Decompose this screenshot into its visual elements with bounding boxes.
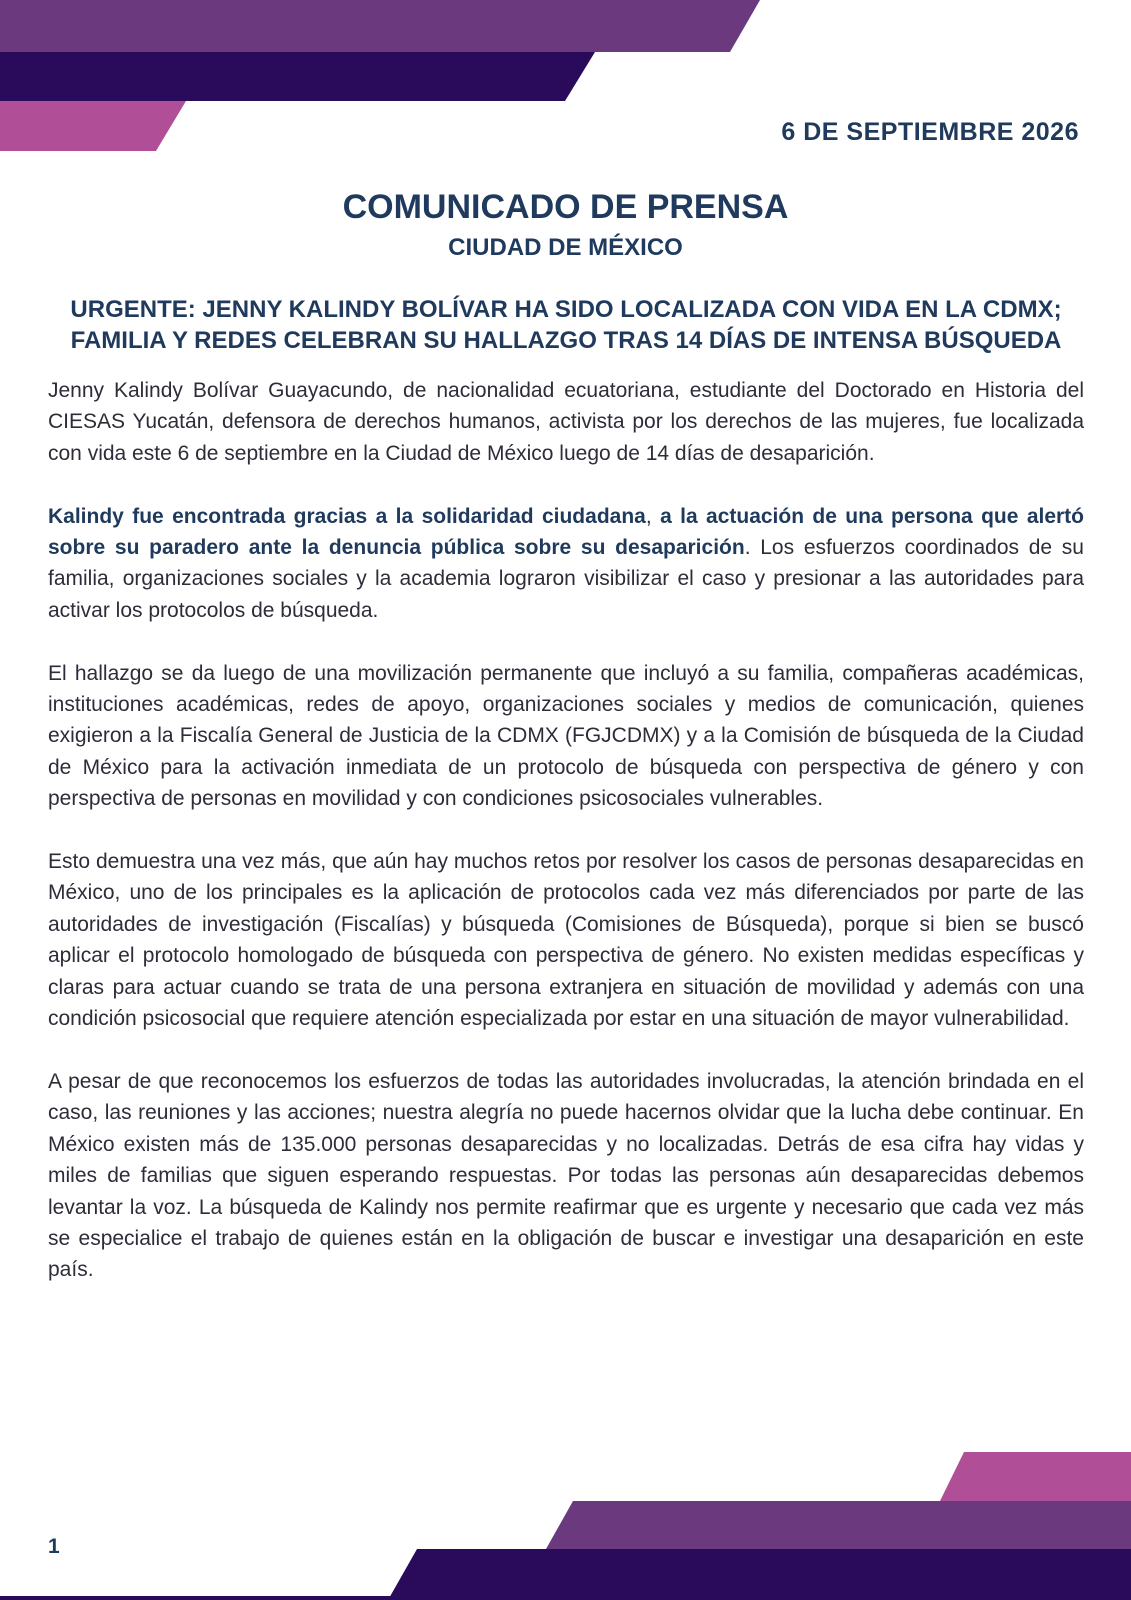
paragraph-5: A pesar de que reconocemos los esfuerzos de todas las autoridades involucradas, la atención brindada en el caso, las reuniones y las acciones; nuestra alegría no puede hacernos olvidar que la lucha debe continuar. En México existen más de 135.000 personas desaparecidas y no localizadas. Detrás de esa cifra hay vidas y miles de familias que siguen esperando respuestas. Por todas las personas aún desaparecidas debemos levantar la voz. La búsqueda de Kalindy nos permite reafirmar que es urgente y necesario que cada vez más se especialice el trabajo de quienes están en la obligación de buscar e investigar una desaparición en este país.: [48, 1069, 1084, 1282]
paragraph-4: Esto demuestra una vez más, que aún hay muchos retos por resolver los casos de personas desaparecidas en México, uno de los principales es la aplicación de protocolos cada vez más diferenciados por parte de las autoridades de investigación (Fiscalías) y búsqueda (Comisiones de Búsqueda), porque si bien se buscó aplicar el protocolo homologado de búsqueda con perspectiva de género. No existen medidas específicas y claras para actuar cuando se trata de una persona extranjera en situación de movilidad y además con una condición psicosocial que requiere atención especializada por estar en una situación de mayor vulnerabilidad.: [48, 850, 1084, 1031]
headline-line-2: FAMILIA Y REDES CELEBRAN SU HALLAZGO TRAS 14 DÍAS DE INTENSA BÚSQUEDA: [70, 327, 1062, 354]
paragraph-2: [48, 501, 1084, 627]
release-date: 6 DE SEPTIEMBRE 2026: [781, 118, 1079, 146]
paragraph-3: El hallazgo se da luego de una movilización permanente que incluyó a su familia, compañeras académicas, instituciones académicas, redes de apoyo, organizaciones sociales y medios de comunicación, quienes exigieron a la Fiscalía General de Justicia de la CDMX (FGJCDMX) y a la Comisión de búsqueda de la Ciudad de México para la activación inmediata de un protocolo de búsqueda con perspectiva de género y con perspectiva de personas en movilidad y con condiciones psicosociales vulnerables.: [48, 661, 1084, 811]
footer-navy-band: [388, 1549, 1131, 1600]
paragraph-1: Jenny Kalindy Bolívar Guayacundo, de nacionalidad ecuatoriana, estudiante del Doctorado en Historia del CIESAS Yucatán, defensora de derechos humanos, activista por los derechos de las mujeres, fue localizada con vida este 6 de septiembre en la Ciudad de México luego de 14 días de desaparición.: [48, 379, 1084, 465]
headline-line-1: URGENTE: JENNY KALINDY BOLÍVAR HA SIDO LOCALIZADA CON VIDA EN LA CDMX;: [70, 296, 1062, 323]
footer-magenta-band: [940, 1452, 1131, 1501]
paragraph-2-sep: ,: [645, 504, 661, 528]
paragraph-2-bold-b: a la actuación de una persona que alertó sobre su paradero ante la denuncia pública sobre su desaparición: [48, 504, 1084, 560]
page-number: 1: [48, 1535, 60, 1558]
header-magenta-band: [0, 101, 186, 151]
body-text: [48, 375, 1084, 1317]
paragraph-2-bold-a: Kalindy fue encontrada gracias a la solidaridad ciudadana: [48, 504, 646, 528]
header-navy-band: [0, 52, 595, 101]
page-subtitle: CIUDAD DE MÉXICO: [448, 234, 683, 261]
footer-purple-band: [546, 1501, 1131, 1549]
headline: [48, 294, 1084, 356]
paragraph-2-rest: . Los esfuerzos coordinados de su familia, organizaciones sociales y la academia lograron visibilizar el caso y presionar a las autoridades para activar los protocolos de búsqueda.: [48, 536, 1084, 622]
footer-bottom-line: [0, 1596, 1131, 1600]
header-purple-band: [0, 0, 760, 52]
page-title: COMUNICADO DE PRENSA: [342, 188, 789, 226]
